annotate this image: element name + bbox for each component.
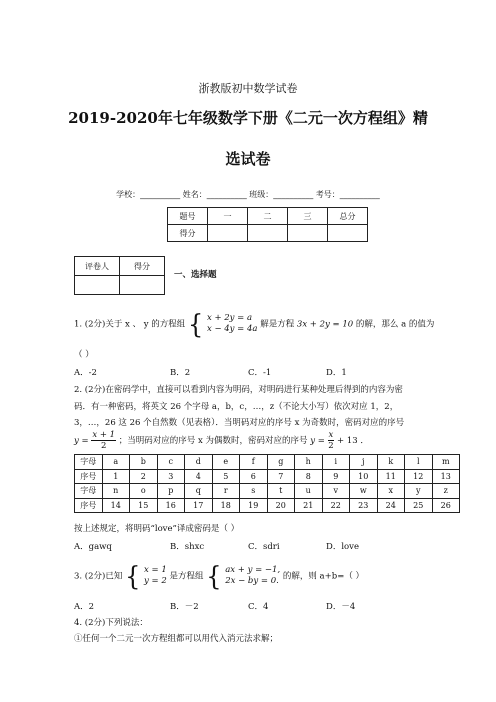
- score-cell: 总分: [328, 208, 368, 225]
- cipher-cell: f: [240, 455, 268, 470]
- q3-option-c[interactable]: C．4: [248, 602, 269, 612]
- cipher-cell: 序号: [75, 469, 103, 484]
- cipher-row: [75, 484, 460, 499]
- q2-option-c[interactable]: C．sdri: [248, 542, 280, 552]
- q1-answer-paren: （ ）: [74, 350, 94, 360]
- question-1-stem: [74, 308, 435, 340]
- q3-option-a[interactable]: A．2: [74, 602, 95, 612]
- cipher-cell: t: [267, 484, 295, 499]
- score-cell: 三: [288, 208, 328, 225]
- cipher-cell: n: [102, 484, 130, 499]
- q2-formula2-lhs: y =: [310, 436, 325, 446]
- paper-title-line2: 选试卷: [225, 150, 271, 168]
- q1-option-c[interactable]: C．-1: [248, 368, 272, 378]
- cipher-cell: 15: [130, 498, 158, 513]
- q2-line1: 2. (2分)在密码学中，直接可以看到内容为明码，对明码进行某种处理后得到的内容为密: [74, 385, 403, 395]
- q2-formula2-fraction: [328, 430, 335, 451]
- cipher-cell: 18: [212, 498, 240, 513]
- cipher-cell: 序号: [75, 498, 103, 513]
- q2-line3: 3，…，26 这 26 个自然数（见表格）．当明码对应的序号 x 为奇数时，密码对应的序号: [74, 418, 405, 428]
- cipher-cell: 4: [185, 469, 213, 484]
- q1-equation: 3x + 2y = 10: [296, 319, 354, 330]
- cipher-cell: 字母: [75, 484, 103, 499]
- q1-option-d[interactable]: D．1: [326, 368, 347, 378]
- student-info-line: 学校：__________ 姓名：__________ 班级：__________ 考号：__________: [116, 190, 380, 199]
- cipher-cell: 19: [240, 498, 268, 513]
- q2-formula1-lhs: y =: [74, 436, 89, 446]
- cipher-cell: 12: [405, 469, 433, 484]
- cipher-cell: 14: [102, 498, 130, 513]
- cipher-cell: 20: [267, 498, 295, 513]
- cipher-cell: 24: [377, 498, 405, 513]
- cipher-cell: m: [432, 455, 460, 470]
- q3-solution-y: y = 2: [144, 576, 167, 586]
- cipher-cell: c: [157, 455, 185, 470]
- q4-line1: 4. (2分)下列说法：: [74, 618, 148, 628]
- cipher-cell: j: [350, 455, 378, 470]
- cipher-cell: 2: [130, 469, 158, 484]
- q3-equation-system: [225, 565, 280, 587]
- cipher-cell: y: [405, 484, 433, 499]
- q2-after-table: 按上述规定，将明码“love”译成密码是（ ）: [74, 524, 240, 534]
- cipher-cell: p: [157, 484, 185, 499]
- score-table: [167, 207, 368, 242]
- score-cell: 得分: [168, 225, 208, 242]
- cipher-cell: v: [322, 484, 350, 499]
- q1-equation-system: [207, 313, 258, 335]
- q1-middle: 解是方程: [260, 319, 295, 330]
- score-cell: [208, 225, 248, 242]
- q1-option-b[interactable]: B．2: [170, 368, 191, 378]
- cipher-cell: 21: [295, 498, 323, 513]
- reviewer-cell: [120, 276, 165, 295]
- cipher-cell: 13: [432, 469, 460, 484]
- cipher-cell: b: [130, 455, 158, 470]
- q1-system-eq2: x − 4y = 4a: [206, 324, 258, 334]
- q2-formula1-denominator: 2: [101, 441, 107, 451]
- cipher-cell: 10: [350, 469, 378, 484]
- reviewer-cell: 得分: [120, 257, 165, 276]
- score-cell: [248, 225, 288, 242]
- cipher-cell: x: [377, 484, 405, 499]
- cipher-cell: 字母: [75, 455, 103, 470]
- cipher-cell: k: [377, 455, 405, 470]
- cipher-cell: 8: [295, 469, 323, 484]
- q3-prefix: 3. (2分)已知: [74, 571, 123, 582]
- q2-formula-end: ．: [360, 436, 369, 446]
- q3-system-eq1: ax + y = −1,: [225, 565, 281, 575]
- score-cell: 题号: [168, 208, 208, 225]
- q3-option-b[interactable]: B．－2: [170, 602, 199, 612]
- cipher-cell: z: [432, 484, 460, 499]
- q2-formula1-fraction: [91, 430, 116, 451]
- cipher-cell: i: [322, 455, 350, 470]
- cipher-cell: g: [267, 455, 295, 470]
- paper-title-line1: 2019-2020年七年级数学下册《二元一次方程组》精: [68, 109, 428, 127]
- reviewer-table: [74, 256, 165, 295]
- cipher-cell: r: [212, 484, 240, 499]
- question-3-stem: [74, 560, 365, 592]
- q2-option-a[interactable]: A．gawq: [74, 542, 112, 552]
- q3-solution-pair: [144, 565, 167, 587]
- reviewer-cell: [75, 276, 120, 295]
- paper-supertitle: 浙教版初中数学试卷: [198, 82, 298, 95]
- q2-mid-text: ；当明码对应的序号 x 为偶数时，密码对应的序号: [118, 436, 308, 446]
- cipher-cell: 25: [405, 498, 433, 513]
- cipher-table: [74, 454, 460, 513]
- q3-middle: 是方程组: [169, 571, 204, 582]
- score-cell: 一: [208, 208, 248, 225]
- cipher-cell: 3: [157, 469, 185, 484]
- cipher-cell: w: [350, 484, 378, 499]
- cipher-cell: s: [240, 484, 268, 499]
- cipher-cell: a: [102, 455, 130, 470]
- cipher-row: [75, 498, 460, 513]
- q3-solution-x: x = 1: [144, 565, 167, 575]
- cipher-row: [75, 469, 460, 484]
- cipher-cell: 11: [377, 469, 405, 484]
- q2-line2: 码．有一种密码，将英文 26 个字母 a，b，c，…，z（不论大小写）依次对应 1，2，: [74, 402, 399, 412]
- cipher-cell: l: [405, 455, 433, 470]
- q1-system-eq1: x + 2y = a: [206, 313, 253, 323]
- cipher-row: [75, 455, 460, 470]
- q1-option-a[interactable]: A．-2: [74, 368, 97, 378]
- q2-formula1-numerator: x + 1: [92, 430, 116, 440]
- score-cell: [288, 225, 328, 242]
- cipher-cell: q: [185, 484, 213, 499]
- q2-formula2-numerator: x: [328, 430, 334, 440]
- section-title-choice: 一、选择题: [174, 270, 217, 280]
- q4-line2: ①任何一个二元一次方程组都可以用代入消元法求解；: [74, 634, 279, 644]
- q2-option-b[interactable]: B．shxc: [170, 542, 205, 552]
- score-cell: [328, 225, 368, 242]
- cipher-cell: e: [212, 455, 240, 470]
- cipher-cell: 5: [212, 469, 240, 484]
- score-table-header-row: [168, 208, 368, 225]
- q3-suffix: 的解，则 a+b=（ ）: [282, 571, 365, 582]
- reviewer-cell: 评卷人: [75, 257, 120, 276]
- cipher-cell: 17: [185, 498, 213, 513]
- left-brace: {: [125, 560, 141, 592]
- cipher-cell: 7: [267, 469, 295, 484]
- q2-formula-line: [74, 430, 369, 451]
- score-cell: 二: [248, 208, 288, 225]
- q2-formula2-tail: + 13: [337, 436, 358, 446]
- q3-option-d[interactable]: D．－4: [326, 602, 356, 612]
- q1-prefix: 1. (2分)关于 x 、 y 的方程组: [74, 319, 186, 330]
- cipher-cell: 22: [322, 498, 350, 513]
- reviewer-table-blank-row: [75, 276, 165, 295]
- left-brace: {: [206, 560, 222, 592]
- cipher-cell: 26: [432, 498, 460, 513]
- cipher-cell: d: [185, 455, 213, 470]
- q2-option-d[interactable]: D．love: [326, 542, 359, 552]
- cipher-cell: h: [295, 455, 323, 470]
- cipher-cell: u: [295, 484, 323, 499]
- cipher-cell: 16: [157, 498, 185, 513]
- score-table-score-row: [168, 225, 368, 242]
- left-brace: {: [187, 308, 204, 340]
- cipher-cell: 23: [350, 498, 378, 513]
- q1-suffix: 的解，那么 a 的值为: [355, 319, 435, 330]
- cipher-cell: 6: [240, 469, 268, 484]
- cipher-cell: 1: [102, 469, 130, 484]
- q2-formula2-denominator: 2: [328, 441, 334, 451]
- q3-system-eq2: 2x − by = 0.: [225, 576, 279, 586]
- cipher-cell: o: [130, 484, 158, 499]
- cipher-cell: 9: [322, 469, 350, 484]
- reviewer-table-header-row: [75, 257, 165, 276]
